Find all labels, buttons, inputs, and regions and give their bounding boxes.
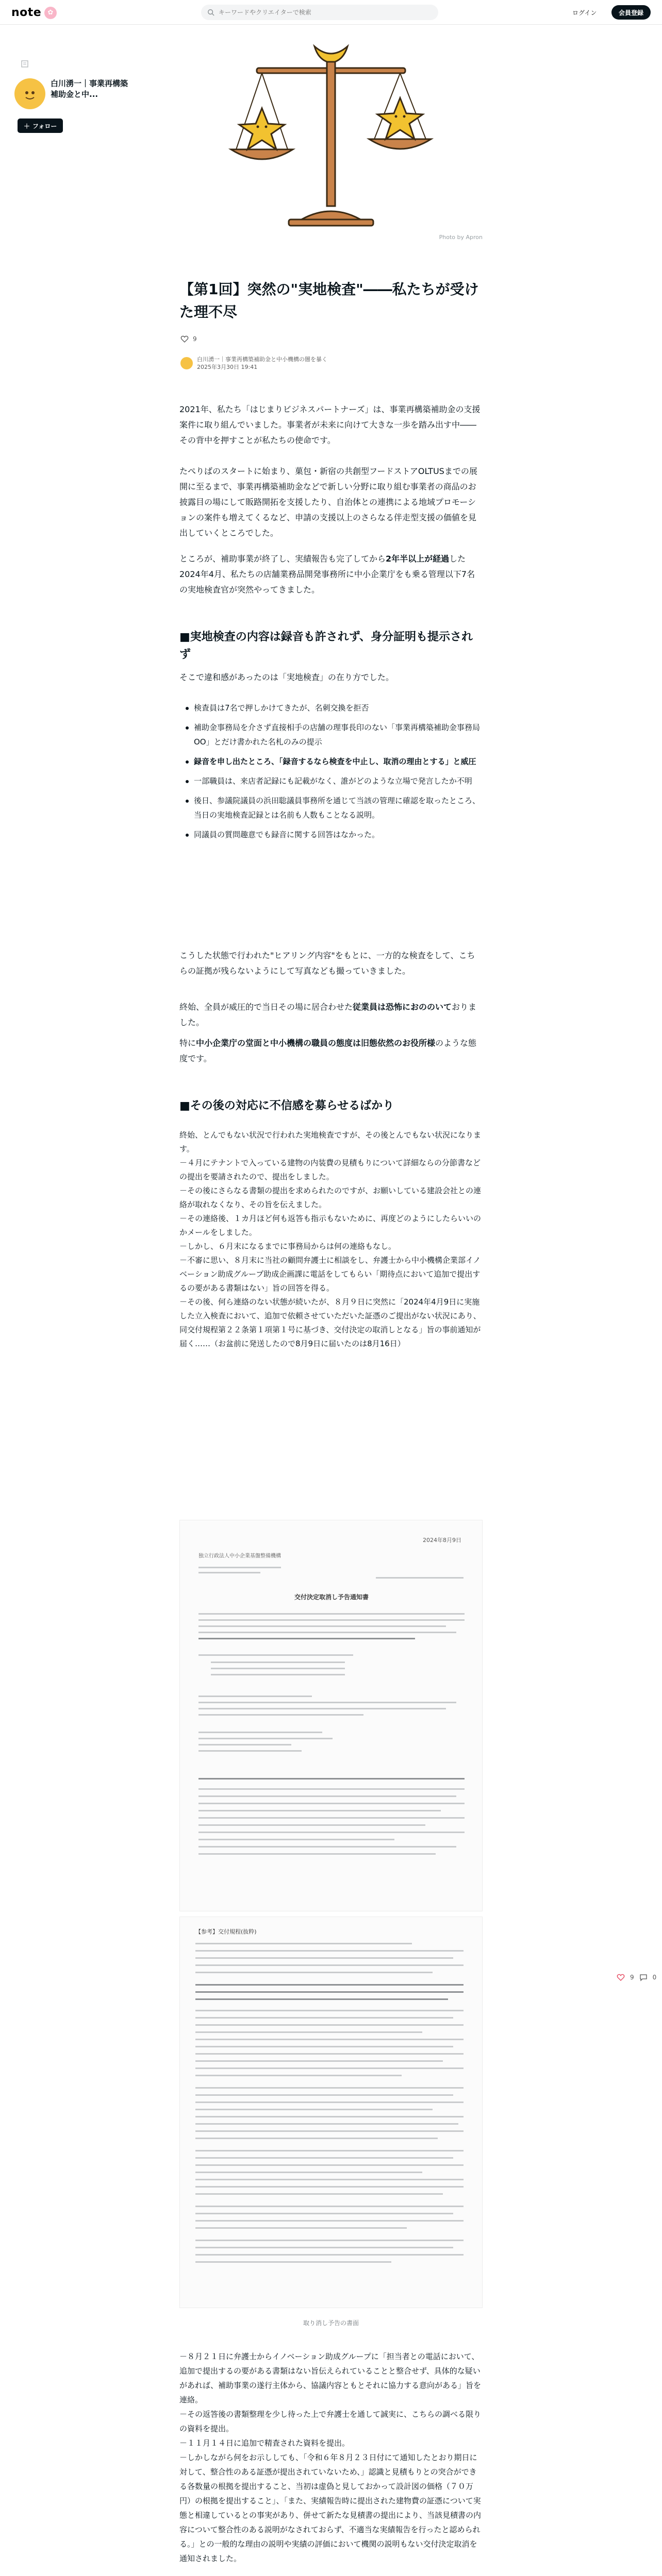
meta-author[interactable]: 白川湧一｜事業再構築補助金と中小機構の闇を暴く [197,356,327,363]
hero-image [179,31,483,242]
meta-date: 2025年3月30日 19:41 [197,364,258,370]
p7-bold: 中小企業庁の堂面と中小機構の職員の態度は旧態依然のお役所様 [196,1038,436,1048]
inspection-issue-list [186,701,488,847]
like-count[interactable]: 9 [193,335,197,343]
follow-label: フォロー [32,122,57,130]
p3-text-c: した2024年4月、私たちの店舗業務品開発事務所に中小企業庁をも乗る管理以下7名の実地検査官が突然やってきました。 [179,554,475,595]
regulation-excerpt-image [179,1917,483,2308]
meta-avatar[interactable] [180,357,193,369]
search-bar[interactable] [201,5,438,20]
floating-comment-count[interactable]: 0 [652,1974,657,1981]
p6-bold: 従業員は恐怖におののいて [353,1002,452,1012]
top-navigation-bar [0,0,662,25]
paragraph-5: こうした状態で行われた"ヒアリング内容"をもとに、一方的な検査をして、こちらの証拠が残らないようにして写真なども撮っていきました。 [179,951,475,976]
list-item: 補助金事務局を介さず直接相手の店舗の理事長印のない「事業再構築補助金事務局 OO」とだけ書かれた名札のみの提示 [186,720,483,749]
list-item: 同議員の質問趣意でも録音に関する回答はなかった。 [186,827,483,842]
like-row [180,335,197,343]
p6-text-c: おりました。 [179,1002,477,1027]
list-item: 一部職員は、来店者記録にも記載がなく、誰がどのような立場で発言したか不明 [186,774,483,788]
article-meta [180,355,327,371]
photo-credit[interactable]: Photo by Apron [439,234,483,241]
paragraph-4: そこで違和感があったのは「実地検査」の在り方でした。 [179,672,394,682]
heart-icon[interactable] [180,335,189,343]
list-item: 検査員は7名で押しかけてきたが、名刺交換を拒否 [186,701,483,715]
paragraph-7 [179,1036,483,1066]
paragraph-1: 2021年、私たち「はじまりビジネスパートナーズ」は、事業再構築補助金の支援案件に取り組んでいました。事業者が未来に向けて大きな一歩を踏み出す中――その背中を押すことが私たちの使命です。 [179,404,481,445]
p7-text-c: のような態度です。 [179,1038,477,1063]
author-name[interactable]: 白川湧一｜事業再構築補助金と中... [51,79,128,99]
search-icon [207,9,214,16]
search-input[interactable] [219,9,425,16]
note-logo[interactable] [11,6,57,19]
doc-org: 独立行政法人中小企業基盤整備機構 [198,1553,281,1559]
plus-icon: ＋ [24,122,30,130]
follow-button[interactable] [18,118,63,133]
flower-icon: ✿ [44,7,57,19]
list-item: 後日、参議院議員の浜田聡議員事務所を通じて当該の管理に確認を取ったところ、当日の実地検査記録とは名前も人数もことなる説明。 [186,793,483,822]
paragraph-2: たぺりばのスタートに始まり、菓包・新宿の共創型フードストアOLTUSまでの展開に至るまで、事業再構築補助金などで新しい分野に取り組む事業者の商品のお披露目の場にして販路開拓を支援したり、自治体との連携による地域プロモーションの案件も増えてくるなど、申請の支援以上のさらなる伴走型支援の価値を見出していくところでした。 [179,466,477,538]
article-title: 【第1回】突然の"実地検査"――私たちが受けた理不尽 [179,281,479,320]
signup-button[interactable]: 会員登録 [611,5,651,20]
floating-like-count[interactable]: 9 [630,1974,634,1981]
login-link[interactable]: ログイン [572,9,597,16]
p3-bold: 2年半以上が経過 [386,554,450,564]
notice-document-image [179,1520,483,1911]
section-heading-2: ■その後の対応に不信感を募らせるばかり [179,1099,394,1112]
magazine-icon[interactable] [21,60,32,71]
p3-text-a: ところが、補助事業が終了し、実績報告も完了してから [179,554,386,564]
paragraph-8: 終始、とんでもない状況で行われた実地検査ですが、その後とんでもない状況になります。 －４月にテナントで入っている建物の内装費の見積もりについて詳細ならの分節書などの提出を要請されたので、提出をしました。 －その後にさらなる書類の提出を求められたのですが、お願いしている建設会社との連絡が取れなくなり、その旨を伝えました。 －その連絡後、１カ月ほど何も返答も指示もないために、再度どのようにしたらいいのかメールをしました。 －しかし、６月末になるまでに事務局からは何の連絡もなし。 －不審に思い、８月末に当社の顧問弁護士に相談をし、弁護士から中小機構企業部イノベーション助成グループ助成企画課に電話をしてもらい「期待点において追加で提出するの要がある書類はない」旨の回答を得る。 －その後、何ら連絡のない状態が続いたが、８月９日に突然に「2024年4月9日に実施した立入検査において、追加で依頼させていただいた証憑のご提出がない状況にあり、同交付規程第２２条第１項第１号に基づき、交付決定の取消しとなる」旨の事前通知が届く……（お盆前に発送したので8月9日に届いたのは8月16日） [179,1130,482,1348]
list-item: 録音を申し出たところ、「録音するなら検査を中止し、取消の理由とする」と威圧 [186,754,483,769]
p6-text-a: 終始、全員が威圧的で当日その場に居合わせた [179,1002,353,1012]
floating-action-bar [617,1973,662,1981]
p7-text-a: 特に [179,1038,196,1048]
doc-date: 2024年8月9日 [423,1537,461,1544]
doc2-title: 【参考】交付規程(抜粋) [195,1928,257,1935]
author-avatar[interactable] [14,78,45,109]
comment-icon[interactable] [639,1973,648,1981]
paragraph-9: －８月２１日に弁護士からイノベーション助成グループに「担当者との電話において、追加で提出するの要がある書類はない旨伝えられていることと整合せず、具体的な疑いがあれば、補助事業の遂行主体から、協議内容ともとそれに協力する意向がある」旨を連絡。 －その返答後の書類整理を少し待った上で弁護士を通して誠実に、こちらの調べる限りの資料を提出。 －１１月１４日に追加で精査された資料を提出。 －しかしながら何をお示ししても、「令和６年８月２３日付にて通知したとおり期日に対して、整合性のある証憑が提出されていないため、」認識と見積もりとの突合ができる各数量の根拠を提出すること、当初は虚偽と見しておかって設計図の価格（７０万円）の根拠を提出すること」、「また、実績報告時に提出された建物費の証憑について実態と相違しているとの事実があり、併せて新たな見積書の提出により、当該見積書の内容について整合性のある説明がなされておらず、不適当な実績報告を行ったと認められる。」との一般的な理由の説明や実績の評価において機関の説明もない交付決定取消を通知されました。 [179,2352,482,2563]
heart-icon[interactable] [617,1973,625,1981]
paragraph-3 [179,551,483,598]
section-heading-1: ■実地検査の内容は録音も許されず、身分証明も提示されず [179,631,473,661]
logo-text: note [11,6,42,19]
image-caption: 取り消し予告の書面 [303,2319,359,2327]
doc-title: 交付決定取消し予告通知書 [294,1594,369,1601]
paragraph-6 [179,999,483,1030]
